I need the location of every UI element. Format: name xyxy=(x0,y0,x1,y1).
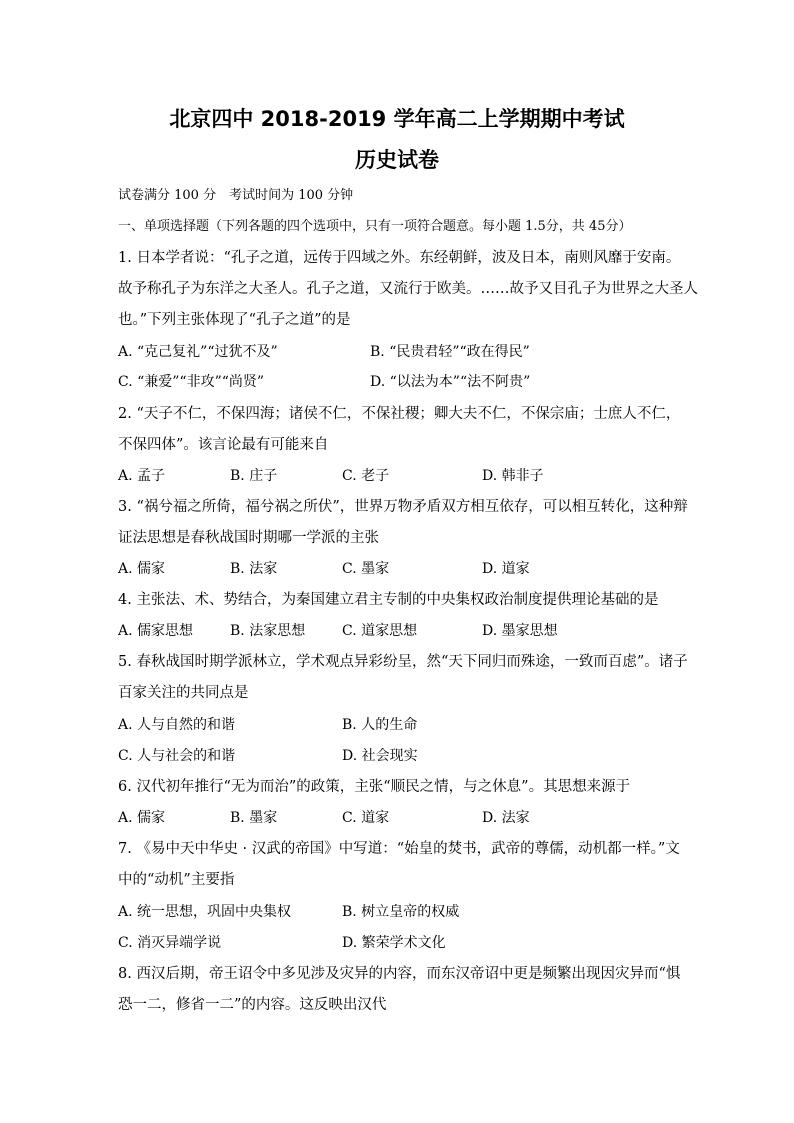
option-d: D. 法家 xyxy=(482,810,530,826)
option-d: D. 社会现实 xyxy=(342,748,418,764)
option-c: C. 道家 xyxy=(342,810,390,826)
question-text-line: 百家关注的共同点是 xyxy=(118,685,249,701)
option-d: D. “以法为本”“法不阿贵” xyxy=(370,374,531,390)
option-a: A. 孟子 xyxy=(118,468,166,484)
option-b: B. 树立皇帝的权威 xyxy=(342,904,460,920)
question-text-line: 6. 汉代初年推行“无为而治”的政策，主张“顺民之情，与之休息”。其思想来源于 xyxy=(118,779,631,795)
option-d: D. 韩非子 xyxy=(482,468,544,484)
option-b: B. 人的生命 xyxy=(342,717,418,733)
question-text-line: 5. 春秋战国时期学派林立，学术观点异彩纷呈，然“天下同归而殊途，一致而百虑”。诸子 xyxy=(118,654,688,670)
option-b: B. 法家 xyxy=(230,561,278,577)
question-text-line: 8. 西汉后期，帝王诏令中多见涉及灾异的内容，而东汉帝诏中更是频繁出现因灾异而“惧 xyxy=(118,966,681,982)
option-b: B. 庄子 xyxy=(230,468,278,484)
option-a: A. 儒家 xyxy=(118,810,166,826)
option-b: B. “民贵君轻”“政在得民” xyxy=(370,344,530,360)
question-text-line: 也。”下列主张体现了“孔子之道”的是 xyxy=(118,312,351,328)
exam-title: 北京四中 2018-2019 学年高二上学期期中考试 xyxy=(169,107,625,131)
option-b: B. 法家思想 xyxy=(230,623,306,639)
question-text-line: 3. “祸兮福之所倚，福兮祸之所伏”，世界万物矛盾双方相互依存，可以相互转化，这种辩 xyxy=(118,499,688,515)
question-text-line: 恐一二，修省一二”的内容。这反映出汉代 xyxy=(118,997,387,1013)
option-c: C. 道家思想 xyxy=(342,623,418,639)
question-text-line: 4. 主张法、术、势结合，为秦国建立君主专制的中央集权政治制度提供理论基础的是 xyxy=(118,592,659,608)
question-text-line: 1. 日本学者说：“孔子之道，远传于四域之外。东经朝鲜，波及日本，南则风靡于安南。 xyxy=(118,250,681,266)
option-b: B. 墨家 xyxy=(230,810,278,826)
option-c: C. “兼爱”“非攻”“尚贤” xyxy=(118,374,265,390)
option-a: A. 人与自然的和谐 xyxy=(118,717,236,733)
option-a: A. 统一思想，巩固中央集权 xyxy=(118,904,292,920)
question-text-line: 中的“动机”主要指 xyxy=(118,872,235,888)
option-a: A. “克己复礼”“过犹不及” xyxy=(118,344,278,360)
option-c: C. 老子 xyxy=(342,468,390,484)
option-d: D. 墨家思想 xyxy=(482,623,558,639)
option-a: A. 儒家思想 xyxy=(118,623,194,639)
question-text-line: 证法思想是春秋战国时期哪一学派的主张 xyxy=(118,530,379,546)
section-heading: 一、单项选择题（下列各题的四个选项中，只有一项符合题意。每小题 1.5分，共 45分） xyxy=(118,219,632,234)
option-d: D. 道家 xyxy=(482,561,530,577)
exam-info: 试卷满分 100 分 考试时间为 100 分钟 xyxy=(118,188,354,203)
option-c: C. 墨家 xyxy=(342,561,390,577)
option-c: C. 人与社会的和谐 xyxy=(118,748,236,764)
question-text-line: 7. 《易中天中华史 · 汉武的帝国》中写道：“始皇的焚书，武帝的尊儒，动机都一样。”文 xyxy=(118,841,680,857)
exam-subtitle: 历史试卷 xyxy=(355,148,439,172)
question-text-line: 2. “天子不仁，不保四海；诸侯不仁，不保社稷；卿大夫不仁，不保宗庙；士庶人不仁， xyxy=(118,406,681,422)
option-d: D. 繁荣学术文化 xyxy=(342,935,446,951)
option-c: C. 消灭异端学说 xyxy=(118,935,222,951)
question-text-line: 不保四体”。该言论最有可能来自 xyxy=(118,437,329,453)
option-a: A. 儒家 xyxy=(118,561,166,577)
question-text-line: 故予称孔子为东洋之大圣人。孔子之道，又流行于欧美。……故予又目孔子为世界之大圣人 xyxy=(118,281,698,297)
